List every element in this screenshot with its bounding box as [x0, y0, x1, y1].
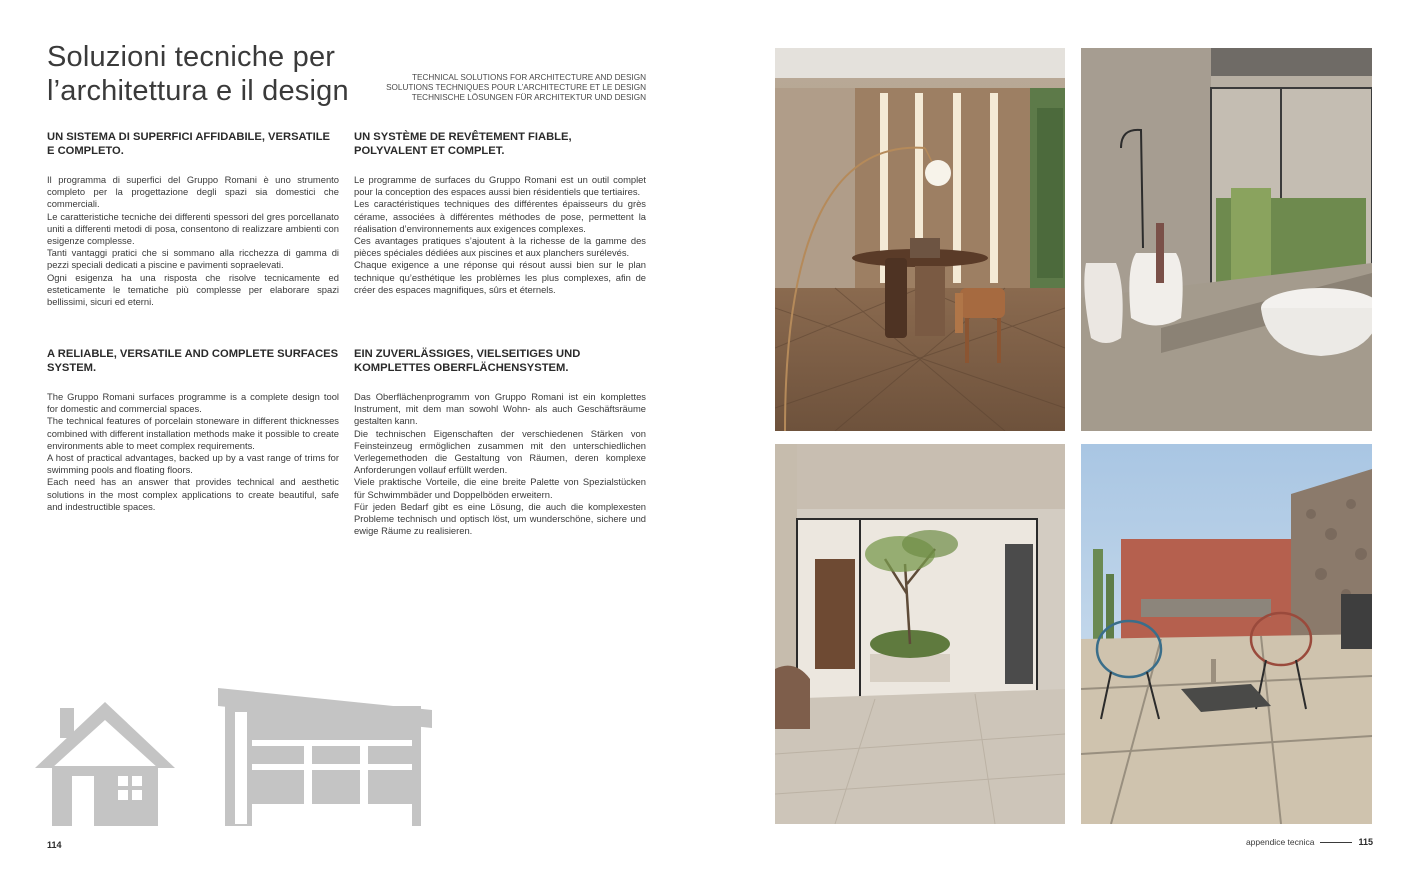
- page-title: [47, 40, 377, 108]
- page-number-left: 114: [47, 840, 62, 850]
- section-french: [354, 131, 646, 296]
- section-heading-de: EIN ZUVERLÄSSIGES, VIELSEITIGES UND KOMPLETTES OBERFLÄCHENSYSTEM.: [354, 348, 581, 374]
- paragraph-en-3: A host of practical advantages, backed up by a vast range of trims for swimming pools and floating floors.: [47, 452, 339, 476]
- paragraph-en-4: Each need has an answer that provides technical and aesthetic solutions in the most complex applications to create beautiful, safe and indestructible spaces.: [47, 476, 339, 512]
- photo-patio-tree: [775, 444, 1065, 824]
- paragraph-it-4: Ogni esigenza ha una risposta che risolve tecnicamente ed esteticamente le tematiche più complesse per elaborare spazi bellissimi, sicuri ed eterni.: [47, 271, 339, 308]
- house-icon: [35, 702, 175, 826]
- paragraph-it-3: Tanti vantaggi pratici che si sommano alla ricchezza di gamma di pezzi speciali dedicati a piscine e pavimenti sopraelevati.: [47, 247, 339, 271]
- section-heading-en: A RELIABLE, VERSATILE AND COMPLETE SURFACES SYSTEM.: [47, 348, 339, 374]
- title-line-1: Soluzioni tecniche per: [47, 41, 336, 73]
- section-heading-it: UN SISTEMA DI SUPERFICI AFFIDABILE, VERSATILE E COMPLETO.: [47, 131, 331, 157]
- footer-section-label: appendice tecnica: [1245, 837, 1315, 847]
- house-and-commercial-icon: [30, 680, 440, 830]
- section-italian: [47, 131, 339, 308]
- subtitle-fr: SOLUTIONS TECHNIQUES POUR L’ARCHITECTURE ET LE DESIGN: [386, 83, 646, 92]
- paragraph-de-1: Das Oberflächenprogramm von Gruppo Romani ist ein komplettes Instrument, mit dem man sowohl Wohn- als auch Geschäftsräume gestalten kann.: [354, 391, 646, 427]
- paragraph-de-3: Viele praktische Vorteile, die eine breite Palette von Spezialstücken für Schwimmbäder und Doppelböden erweitern.: [354, 476, 646, 500]
- paragraph-de-2: Die technischen Eigenschaften der verschiedenen Stärken von Feinsteinzeug ermöglichen zusammen mit den unterschiedlichen Verlegemethoden die Gestaltung von Räumen, deren komplexe Anforderungen vollauf erfüllt werden.: [354, 427, 646, 476]
- paragraph-fr-3: Ces avantages pratiques s’ajoutent à la richesse de la gamme des pièces spéciales dédiées aux piscines et aux planchers surélevés.: [354, 235, 646, 259]
- title-line-2: l’architettura e il design: [47, 75, 349, 107]
- footer-rule: [1320, 842, 1352, 843]
- photo-bathroom: [1081, 48, 1372, 431]
- section-english: [47, 348, 339, 513]
- paragraph-en-2: The technical features of porcelain stoneware in different thicknesses combined with different installation methods make it possible to create environments able to meet complex requirements.: [47, 415, 339, 451]
- paragraph-it-1: Il programma di superfici del Gruppo Romani è uno strumento completo per la progettazione degli spazi sia domestici che commerciali.: [47, 174, 339, 210]
- paragraph-en-1: The Gruppo Romani surfaces programme is a complete design tool for domestic and commercial spaces.: [47, 391, 339, 415]
- paragraph-it-2: Le caratteristiche tecniche dei differenti spessori del gres porcellanato uniti a differenti metodi di posa, consentono di realizzare ambienti con esigenze complesse.: [47, 210, 339, 247]
- footer-right: [1246, 837, 1373, 847]
- subtitle-de: TECHNISCHE LÖSUNGEN FÜR ARCHITEKTUR UND DESIGN: [411, 93, 646, 102]
- photo-interior-office: [775, 48, 1065, 431]
- section-german: [354, 348, 646, 537]
- paragraph-de-4: Für jeden Bedarf gibt es eine Lösung, die auch die komplexesten Probleme technisch und optisch löst, um wunderschöne, sichere und ewige Räume zu realisieren.: [354, 500, 646, 537]
- paragraph-fr-2: Les caractéristiques techniques des différentes épaisseurs du grès cérame, associées à différentes méthodes de pose, permettent la réalisation d’environnements aux exigences complexes.: [354, 198, 646, 234]
- translated-subtitles: [380, 73, 646, 103]
- building-icons: [30, 680, 440, 830]
- page-number-right: 115: [1358, 837, 1373, 847]
- subtitle-en: TECHNICAL SOLUTIONS FOR ARCHITECTURE AND DESIGN: [412, 73, 646, 82]
- section-heading-fr: UN SYSTÈME DE REVÊTEMENT FIABLE, POLYVALENT ET COMPLET.: [354, 131, 572, 157]
- photo-terrace: [1081, 444, 1372, 824]
- paragraph-fr-4: Chaque exigence a une réponse qui résout aussi bien sur le plan technique qu’esthétique les problèmes les plus complexes, afin de créer des espaces magnifiques, sûrs et éternels.: [354, 259, 646, 295]
- paragraph-fr-1: Le programme de surfaces du Gruppo Romani est un outil complet pour la conception des espaces aussi bien résidentiels que tertiaires.: [354, 174, 646, 198]
